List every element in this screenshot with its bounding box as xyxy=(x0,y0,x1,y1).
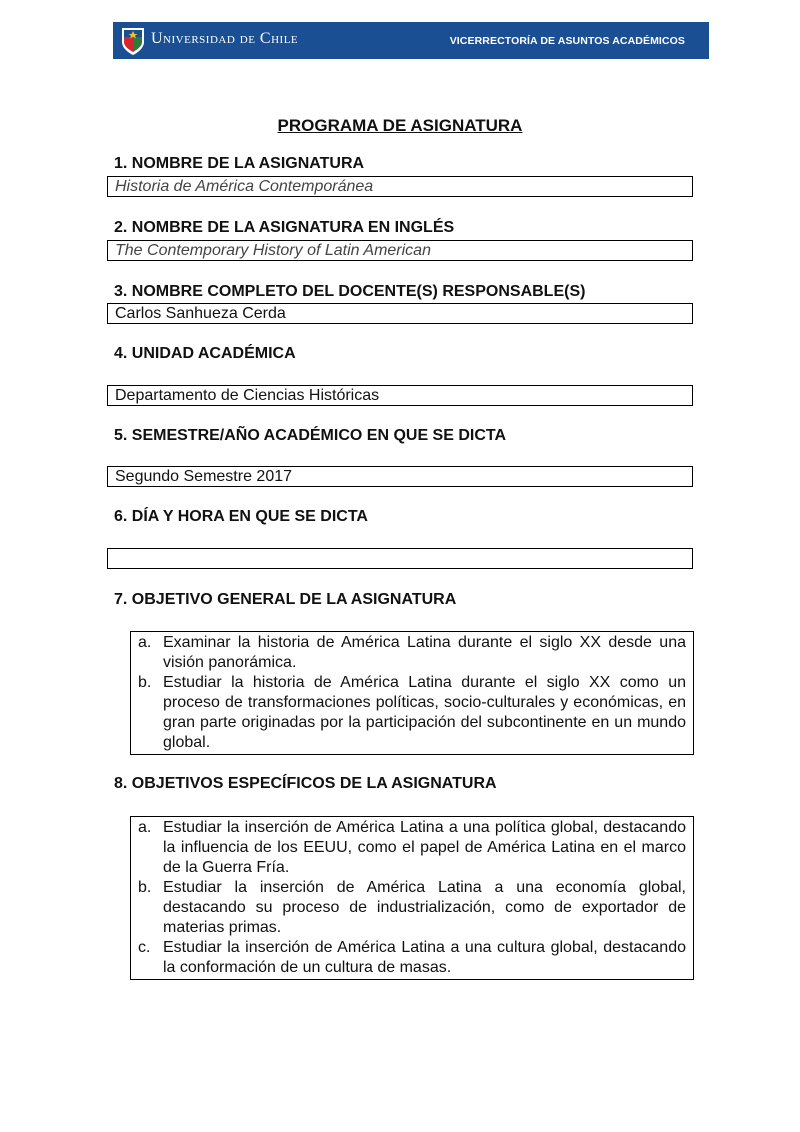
section-6-title: 6. DÍA Y HORA EN QUE SE DICTA xyxy=(114,508,368,525)
list-marker: b. xyxy=(138,674,152,691)
academic-unit-field: Departamento de Ciencias Históricas xyxy=(107,385,693,406)
list-marker: b. xyxy=(138,879,152,896)
university-crest-icon xyxy=(119,25,147,56)
section-7-title: 7. OBJETIVO GENERAL DE LA ASIGNATURA xyxy=(114,591,457,608)
university-header-bar xyxy=(113,22,709,59)
section-8-title: 8. OBJETIVOS ESPECÍFICOS DE LA ASIGNATURA xyxy=(114,775,497,792)
specific-objectives-box xyxy=(130,816,694,980)
section-5-title: 5. SEMESTRE/AÑO ACADÉMICO EN QUE SE DICTA xyxy=(114,427,507,444)
list-item xyxy=(138,673,686,753)
vicerrectoria-label: VICERRECTORÍA DE ASUNTOS ACADÉMICOS xyxy=(449,35,685,47)
course-name-field: Historia de América Contemporánea xyxy=(107,176,693,197)
section-3-title: 3. NOMBRE COMPLETO DEL DOCENTE(S) RESPONSABLE(S) xyxy=(114,283,586,300)
list-item-text: Estudiar la inserción de América Latina a una política global, destacando la influencia de los EEUU, como el papel de América Latina en el marco de la Guerra Fría. xyxy=(163,819,686,876)
semester-field: Segundo Semestre 2017 xyxy=(107,466,693,487)
list-item xyxy=(138,938,686,978)
document-title: PROGRAMA DE ASIGNATURA xyxy=(277,116,523,135)
section-1-title: 1. NOMBRE DE LA ASIGNATURA xyxy=(114,155,365,172)
list-item xyxy=(138,878,686,938)
list-item-text: Estudiar la historia de América Latina durante el siglo XX como un proceso de transformaciones políticas, socio-culturales y económicas, en gran parte originadas por la participación del subcontinente en un mundo global. xyxy=(163,674,686,751)
list-item xyxy=(138,633,686,673)
section-4-title: 4. UNIDAD ACADÉMICA xyxy=(114,345,296,362)
list-item-text: Examinar la historia de América Latina durante el siglo XX desde una visión panorámica. xyxy=(163,634,686,671)
schedule-field xyxy=(107,548,693,569)
course-name-english-field: The Contemporary History of Latin American xyxy=(107,240,693,261)
list-item-text: Estudiar la inserción de América Latina a una economía global, destacando su proceso de industrialización, como de exportador de materias primas. xyxy=(163,879,686,936)
section-2-title: 2. NOMBRE DE LA ASIGNATURA EN INGLÉS xyxy=(114,219,455,236)
list-marker: a. xyxy=(138,819,152,836)
university-name: Universidad de Chile xyxy=(151,30,299,47)
list-marker: a. xyxy=(138,634,152,651)
general-objective-box xyxy=(130,631,694,755)
list-item xyxy=(138,818,686,878)
list-marker: c. xyxy=(138,939,151,956)
list-item-text: Estudiar la inserción de América Latina a una cultura global, destacando la conformación de un cultura de masas. xyxy=(163,939,686,976)
instructor-field: Carlos Sanhueza Cerda xyxy=(107,303,693,324)
